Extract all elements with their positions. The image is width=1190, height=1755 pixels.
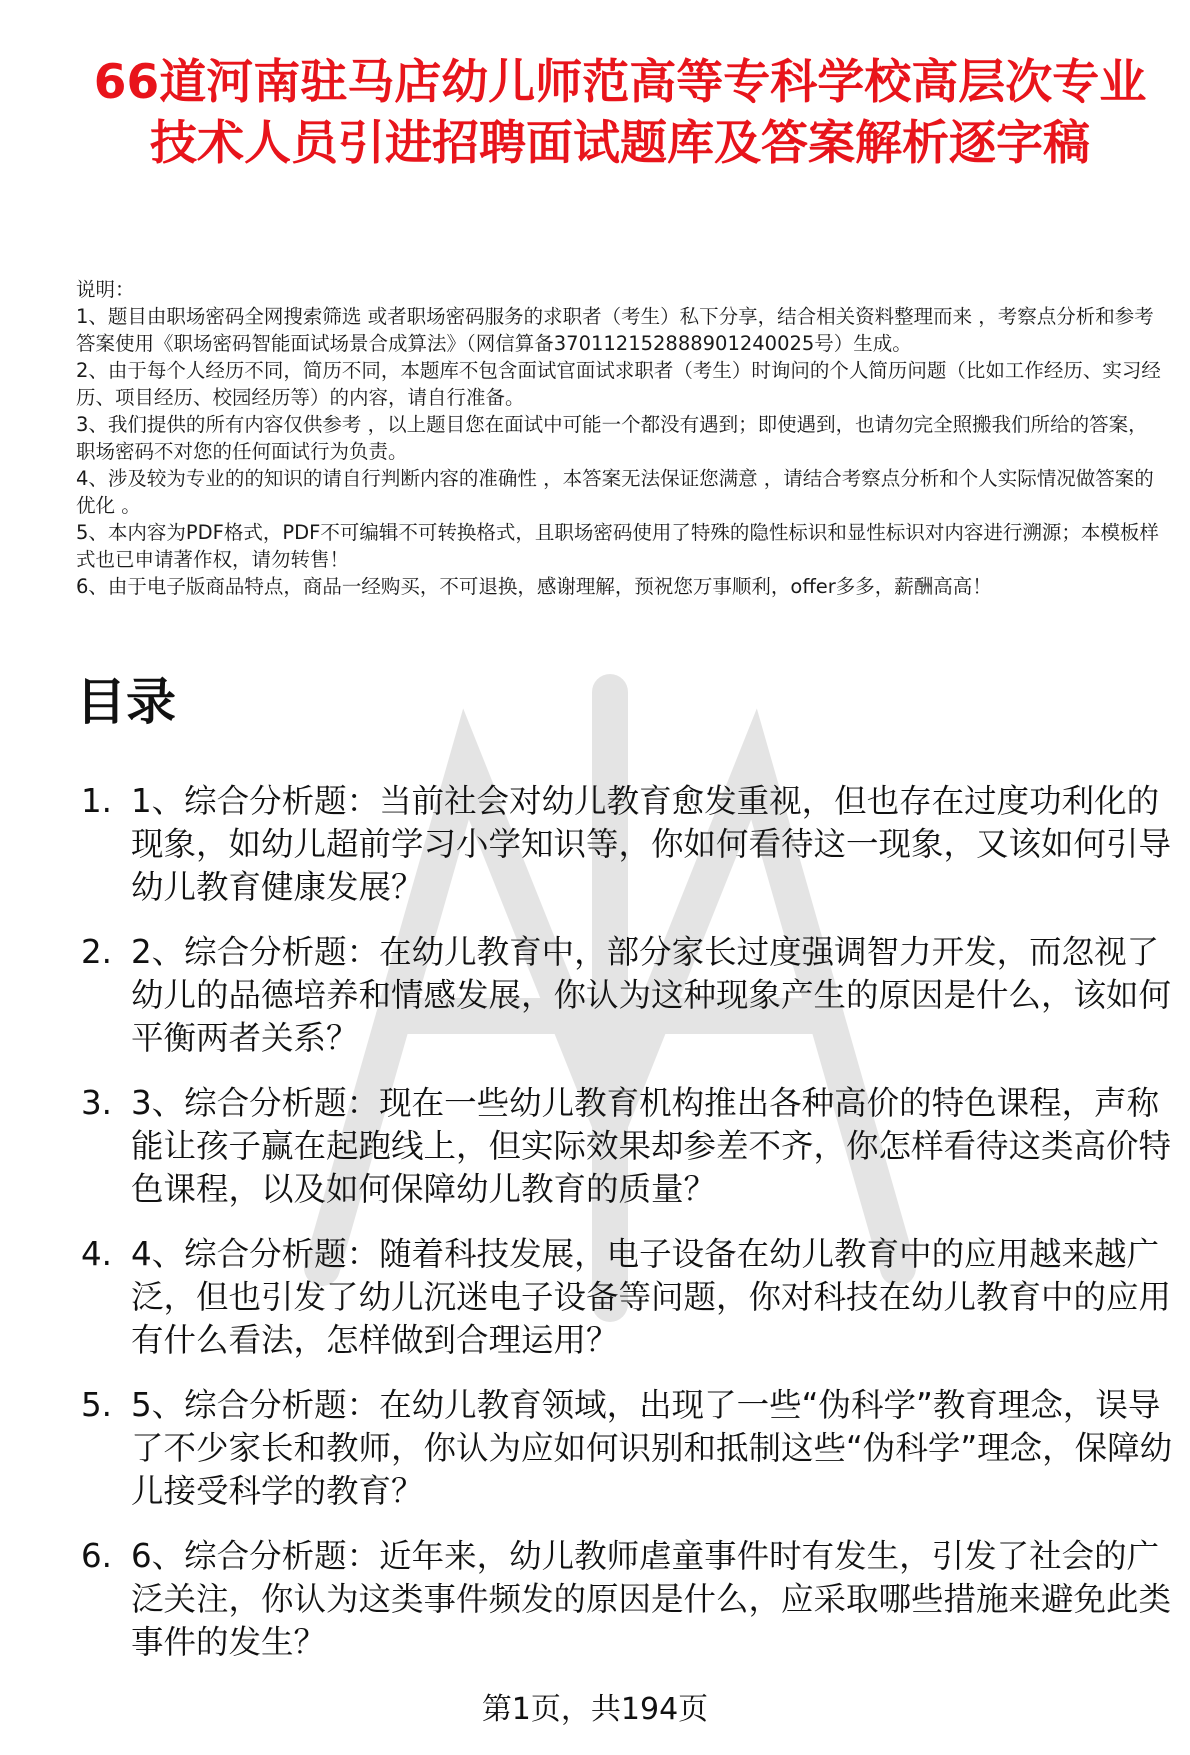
note-item: 3、我们提供的所有内容仅供参考 ，以上题目您在面试中可能一个都没有遇到；即使遇到，也请勿完全照搬我们所给的答案，职场密码不对您的任何面试行为负责。 [76, 413, 1148, 463]
note-item: 1、题目由职场密码全网搜索筛选 或者职场密码服务的求职者（考生）私下分享，结合相关资料整理而来 ，考察点分析和参考答案使用《职场密码智能面试场景合成算法》（网信算备370112152888901240025号）生成。 [76, 305, 1154, 355]
toc-item[interactable] [76, 1535, 1176, 1664]
notes-heading: 说明： [76, 278, 135, 301]
toc-item-text: 4、综合分析题：随着科技发展，电子设备在幼儿教育中的应用越来越广泛，但也引发了幼儿沉迷电子设备等问题，你对科技在幼儿教育中的应用有什么看法，怎样做到合理运用？ [131, 1235, 1172, 1359]
toc-item-text: 2、综合分析题：在幼儿教育中，部分家长过度强调智力开发，而忽视了幼儿的品德培养和情感发展，你认为这种现象产生的原因是什么，该如何平衡两者关系？ [131, 933, 1172, 1057]
toc-item-text: 5、综合分析题：在幼儿教育领域，出现了一些“伪科学”教育理念，误导了不少家长和教师，你认为应如何识别和抵制这些“伪科学”理念，保障幼儿接受科学的教育？ [131, 1386, 1173, 1510]
toc-item-text: 3、综合分析题：现在一些幼儿教育机构推出各种高价的特色课程，声称能让孩子赢在起跑线上，但实际效果却参差不齐，你怎样看待这类高价特色课程，以及如何保障幼儿教育的质量？ [131, 1084, 1172, 1208]
note-item: 5、本内容为PDF格式，PDF不可编辑不可转换格式，且职场密码使用了特殊的隐性标识和显性标识对内容进行溯源；本模板样式也已申请著作权，请勿转售！ [76, 521, 1159, 571]
toc-item-text: 6、综合分析题：近年来，幼儿教师虐童事件时有发生，引发了社会的广泛关注，你认为这类事件频发的原因是什么，应采取哪些措施来避免此类事件的发生？ [131, 1537, 1172, 1661]
note-item: 4、涉及较为专业的的知识的请自行判断内容的准确性 ，本答案无法保证您满意 ，请结合考察点分析和个人实际情况做答案的优化 。 [76, 467, 1154, 517]
toc-item[interactable] [76, 931, 1176, 1060]
disclaimer-notes [76, 276, 1166, 600]
toc-item-number: 1. [81, 782, 113, 820]
toc-item[interactable] [76, 1384, 1176, 1513]
toc-item-number: 5. [81, 1386, 113, 1424]
page-footer: 第1页，共194页 [481, 1692, 709, 1727]
table-of-contents [76, 780, 1176, 1686]
toc-item-number: 4. [81, 1235, 113, 1273]
toc-heading: 目录 [76, 673, 176, 731]
toc-item[interactable] [76, 1233, 1176, 1362]
toc-item-number: 3. [81, 1084, 113, 1122]
note-item: 6、由于电子版商品特点，商品一经购买，不可退换，感谢理解，预祝您万事顺利，offer多多，薪酬高高！ [76, 575, 992, 598]
toc-item-text: 1、综合分析题：当前社会对幼儿教育愈发重视，但也存在过度功利化的现象，如幼儿超前学习小学知识等，你如何看待这一现象，又该如何引导幼儿教育健康发展？ [131, 782, 1172, 906]
toc-item[interactable] [76, 780, 1176, 909]
toc-item[interactable] [76, 1082, 1176, 1211]
toc-item-number: 6. [81, 1537, 113, 1575]
note-item: 2、由于每个人经历不同，简历不同，本题库不包含面试官面试求职者（考生）时询问的个人简历问题（比如工作经历、实习经历、项目经历、校园经历等）的内容，请自行准备。 [76, 359, 1161, 409]
toc-item-number: 2. [81, 933, 113, 971]
document-title: 66道河南驻马店幼儿师范高等专科学校高层次专业技术人员引进招聘面试题库及答案解析逐字稿 [93, 55, 1147, 171]
